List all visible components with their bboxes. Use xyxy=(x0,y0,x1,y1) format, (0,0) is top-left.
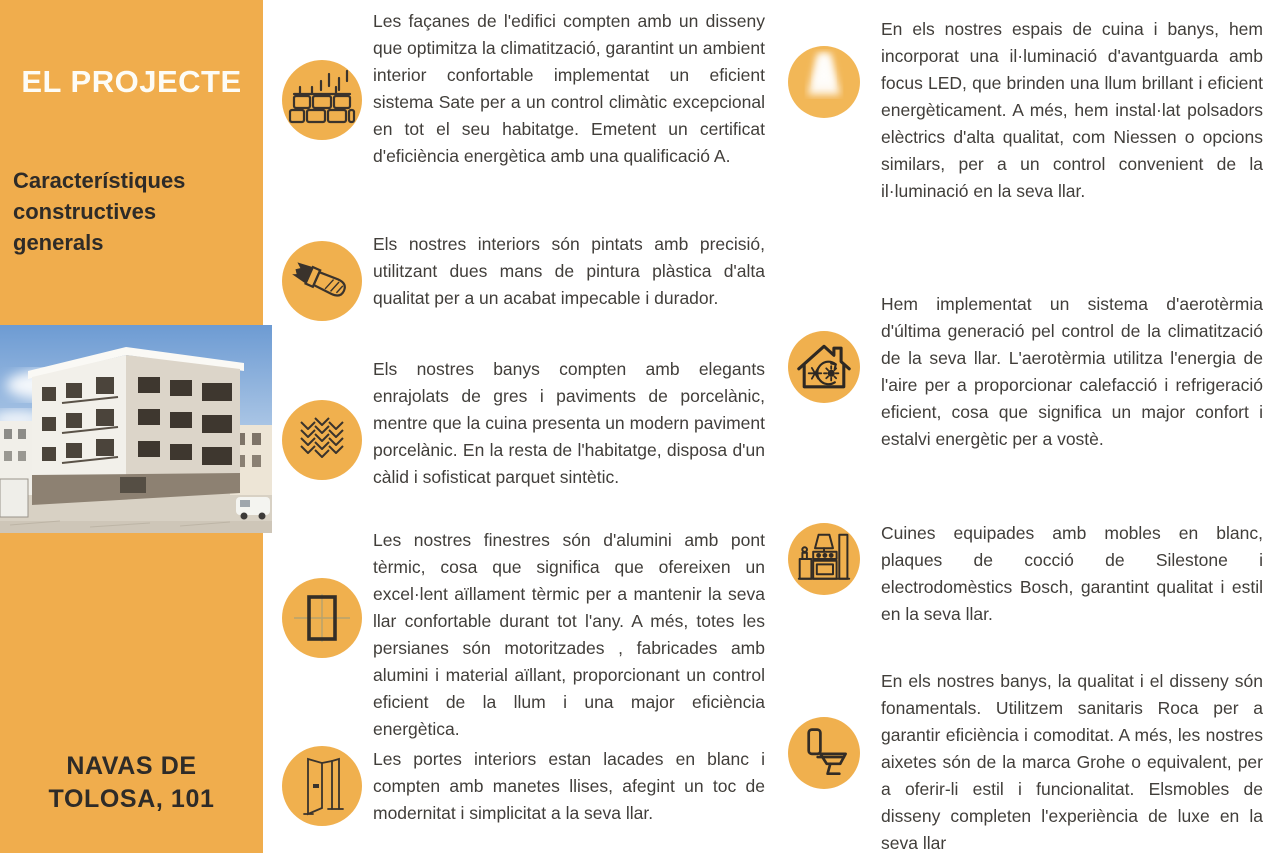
paragraph-flooring: Els nostres banys compten amb elegants enrajolats de gres i paviments de porcelànic, mentre que la cuina presenta un modern paviment porcelànic. En la resta de l'habitatge, disposa d'un càlid i sofisticat parquet sintètic. xyxy=(373,359,765,487)
toilet-icon xyxy=(788,717,860,789)
paragraph-windows: Les nostres finestres són d'alumini amb pont tèrmic, cosa que significa que ofereixen un excel·lent aïllament tèrmic per a mantenir la seva llar confortable durant tot l'any. A més, totes les persianes són motoritzades , fabricades amb alumini i material aïllant, proporcionant un control eficient de la llum i una major eficiència energètica. xyxy=(373,530,765,739)
paintbrush-icon xyxy=(282,241,362,321)
heat-pump-icon xyxy=(788,331,860,403)
window-icon xyxy=(282,578,362,658)
address-line-1: NAVAS DE xyxy=(66,752,197,780)
paragraph-bathroom: En els nostres banys, la qualitat i el disseny són fonamentals. Utilitzem sanitaris Roca per a garantir eficiència i comoditat. A més, les nostres aixetes són de la marca Grohe o equivalent, per a oferir-li estil i funcionalitat. Elsmobles de disseny completen l'experiència de luxe en la seva llar xyxy=(881,671,1263,853)
kitchen-icon xyxy=(788,523,860,595)
page-title: EL PROJECTE xyxy=(21,64,242,99)
door-icon xyxy=(282,746,362,826)
parquet-icon xyxy=(282,400,362,480)
paragraph-facades: Les façanes de l'edifici compten amb un disseny que optimitza la climatització, garantint un ambient interior confortable implementat un eficient sistema Sate per a un control climàtic excepcional en tot el seu habitatge. Emetent un certificat d'eficiència energètica amb una qualificació A. xyxy=(373,11,766,166)
paragraph-lighting: En els nostres espais de cuina i banys, hem incorporat una il·luminació d'avantguarda amb focus LED, que brinden una llum brillant i eficient energèticament. A més, hem instal·lat polsadors elèctrics d'alta qualitat, com Niessen o opcions similars, per a un control convenient de la il·luminació en la seva llar. xyxy=(881,19,1263,201)
paragraph-kitchen: Cuines equipades amb mobles en blanc, plaques de cocció de Silestone i electrodomèstics Bosch, garantint qualitat i estil en la seva llar. xyxy=(881,523,1263,624)
section-subtitle: Característiques constructives generals xyxy=(13,168,186,255)
building-photo xyxy=(0,325,272,533)
paragraph-painting: Els nostres interiors són pintats amb precisió, utilitzant dues mans de pintura plàstica d'alta qualitat per a un acabat impecable i durador. xyxy=(373,234,765,308)
brick-wall-icon xyxy=(282,60,362,140)
address xyxy=(0,750,263,816)
paragraph-doors: Les portes interiors estan lacades en blanc i compten amb manetes llises, afegint un toc de modernitat i simplicitat a la seva llar. xyxy=(373,749,765,823)
paragraph-aerothermal: Hem implementat un sistema d'aerotèrmia d'última generació pel control de la climatització de la seva llar. L'aerotèrmia utilitza l'energia de l'aire per a proporcionar calefacció i refrigeració eficient, cosa que significa un major confort i estalvi energètic per a vostè. xyxy=(881,294,1263,449)
address-line-2: TOLOSA, 101 xyxy=(48,785,215,813)
spotlight-icon xyxy=(788,46,860,118)
